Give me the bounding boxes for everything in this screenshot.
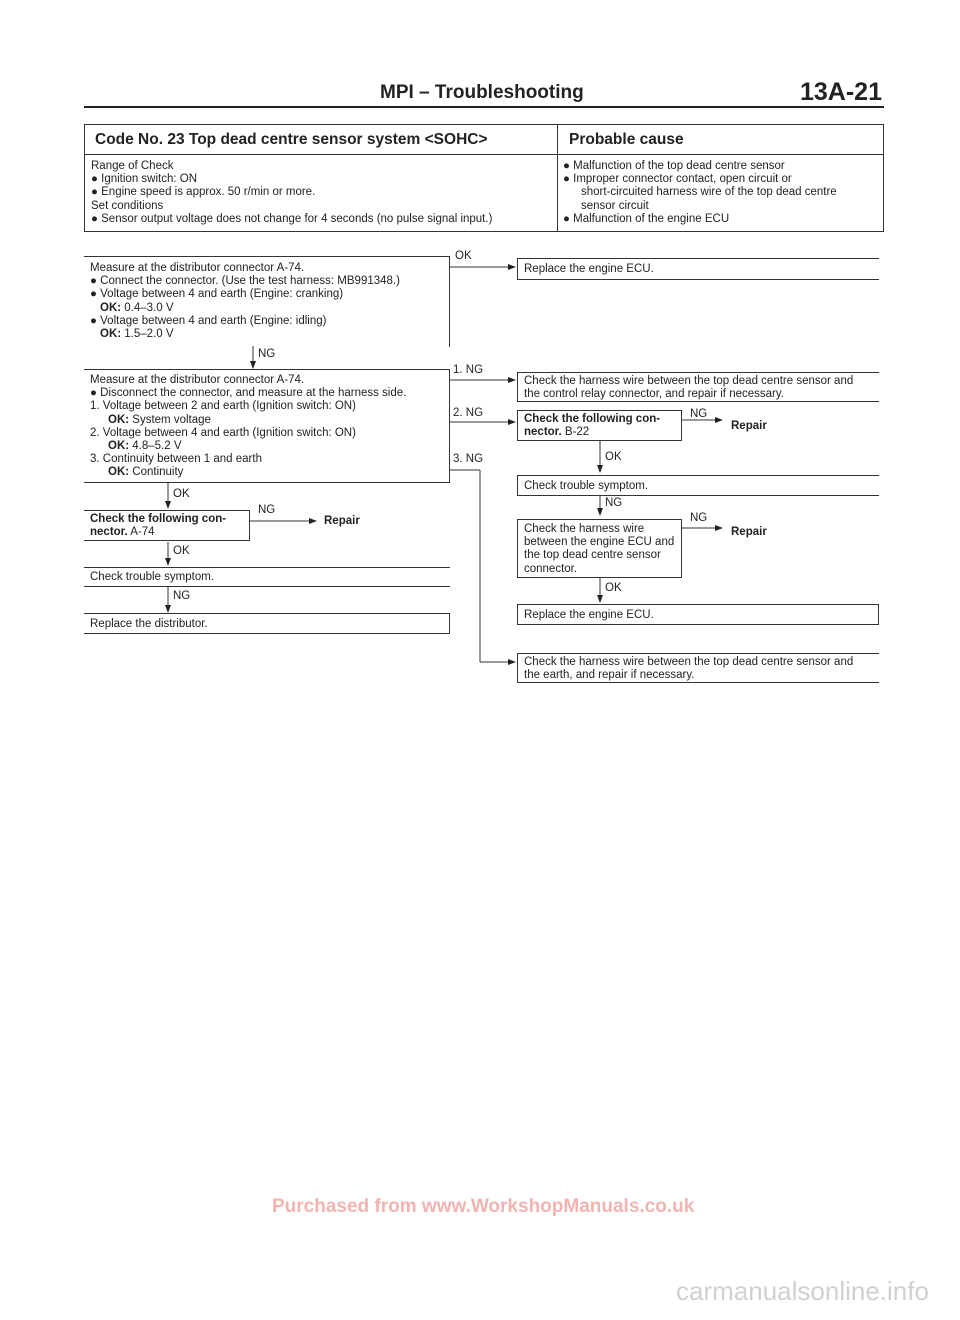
code-heading: Code No. 23 Top dead centre sensor system <SOHC> bbox=[95, 131, 488, 148]
right-check-symptom-box bbox=[517, 475, 879, 496]
range-line: ● Ignition switch: ON bbox=[91, 173, 198, 186]
harness-line: Check the harness wire bbox=[524, 523, 645, 535]
harness-line: connector. bbox=[524, 562, 578, 575]
step2-line: 1. Voltage between 2 and earth (Ignition switch: ON) bbox=[90, 400, 356, 413]
left-check-symptom-box bbox=[84, 567, 450, 587]
ok-value: 1.5–2.0 V bbox=[121, 328, 174, 341]
connector-check-ref bbox=[524, 426, 681, 439]
step2-line: 2. Voltage between 4 and earth (Ignition switch: ON) bbox=[90, 426, 356, 439]
branch2-ng-label: 2. NG bbox=[453, 407, 484, 419]
result-text: Check trouble symptom. bbox=[90, 571, 214, 583]
step1-ok2 bbox=[90, 328, 449, 341]
branch2-connector-box bbox=[517, 410, 682, 441]
page-title: MPI – Troubleshooting bbox=[380, 82, 584, 103]
ok-label: OK: bbox=[108, 413, 130, 426]
branch3-ng-label: 3. NG bbox=[453, 453, 484, 465]
cause-line: sensor circuit bbox=[581, 199, 649, 212]
ok-value: System voltage bbox=[129, 413, 211, 426]
ok-value: 0.4–3.0 V bbox=[121, 301, 174, 314]
right-ng-label: NG bbox=[605, 497, 623, 509]
left-repair: Repair bbox=[324, 515, 360, 527]
result-text: Check trouble symptom. bbox=[524, 480, 648, 492]
step1-ok-label: OK bbox=[455, 250, 472, 262]
step1-replace-ecu-box bbox=[517, 258, 879, 280]
ok-label: OK: bbox=[100, 301, 122, 314]
range-line: ● Engine speed is approx. 50 r/min or more. bbox=[91, 186, 316, 199]
ok-label: OK: bbox=[108, 440, 130, 453]
step1-line: ● Connect the connector. (Use the test harness: MB991348.) bbox=[90, 275, 400, 288]
step1-line: ● Voltage between 4 and earth (Engine: cranking) bbox=[90, 288, 344, 301]
result-text: Replace the engine ECU. bbox=[524, 609, 654, 621]
connector-id: A-74 bbox=[127, 526, 155, 539]
step2-measure-box bbox=[84, 369, 450, 483]
branch2-repair: Repair bbox=[731, 420, 767, 432]
site-watermark: carmanualsonline.info bbox=[676, 1276, 929, 1306]
left-connector-box bbox=[84, 510, 250, 541]
connector-word: nector. bbox=[90, 526, 128, 539]
cause-line: ● Malfunction of the engine ECU bbox=[563, 212, 730, 225]
result-line: Check the harness wire between the top dead centre sensor and bbox=[524, 656, 854, 668]
left-ok2-label: OK bbox=[173, 545, 190, 557]
section-code: 13A-21 bbox=[800, 78, 882, 106]
step1-line: Measure at the distributor connector A-74. bbox=[90, 262, 305, 274]
left-ng2-label: NG bbox=[173, 590, 191, 602]
branch2-ok-label: OK bbox=[605, 451, 622, 463]
right-harness-ng-label: NG bbox=[690, 512, 708, 524]
right-replace-ecu-box bbox=[517, 604, 879, 625]
right-ok-label: OK bbox=[605, 582, 622, 594]
right-final-harness-box bbox=[517, 653, 879, 683]
harness-line: between the engine ECU and bbox=[524, 536, 675, 549]
connector-id: B-22 bbox=[561, 426, 590, 439]
step2-line: ● Disconnect the connector, and measure at the harness side. bbox=[90, 387, 407, 400]
step1-line: ● Voltage between 4 and earth (Engine: idling) bbox=[90, 314, 327, 327]
connector-check-ref bbox=[90, 526, 249, 539]
ok-value: Continuity bbox=[129, 466, 184, 479]
result-text: Replace the engine ECU. bbox=[524, 263, 654, 275]
result-text: Replace the distributor. bbox=[90, 618, 208, 630]
branch1-harness-check-box bbox=[517, 372, 879, 402]
result-line: Check the harness wire between the top dead centre sensor and bbox=[524, 375, 854, 387]
left-ng-label: NG bbox=[258, 504, 276, 516]
step1-measure-box bbox=[84, 256, 450, 347]
left-ok-label: OK bbox=[173, 488, 190, 500]
step2-line: Measure at the distributor connector A-74. bbox=[90, 374, 305, 386]
harness-line: the top dead centre sensor bbox=[524, 549, 661, 562]
ok-label: OK: bbox=[100, 328, 122, 341]
range-line: Range of Check bbox=[91, 160, 174, 172]
branch2-ng2-label: NG bbox=[690, 408, 708, 420]
step2-ok1 bbox=[90, 414, 449, 427]
result-line: the control relay connector, and repair if necessary. bbox=[524, 388, 784, 401]
right-harness-check-box bbox=[517, 519, 682, 578]
connector-check-title: Check the following con- bbox=[524, 413, 661, 425]
connector-check-title: Check the following con- bbox=[90, 513, 227, 525]
ok-value: 4.8–5.2 V bbox=[129, 440, 182, 453]
purchase-watermark: Purchased from www.WorkshopManuals.co.uk bbox=[272, 1196, 695, 1217]
result-line: the earth, and repair if necessary. bbox=[524, 669, 695, 682]
range-line: Set conditions bbox=[91, 199, 164, 212]
branch1-ng-label: 1. NG bbox=[453, 364, 484, 376]
step2-ok2 bbox=[90, 440, 449, 453]
step1-ok1 bbox=[90, 302, 449, 315]
cause-line: ● Malfunction of the top dead centre sensor bbox=[563, 160, 785, 172]
cause-line: short-circuited harness wire of the top dead centre bbox=[581, 186, 837, 199]
cause-line: ● Improper connector contact, open circuit or bbox=[563, 173, 792, 186]
left-replace-distributor-box bbox=[84, 613, 450, 634]
connector-word: nector. bbox=[524, 426, 562, 439]
ok-label: OK: bbox=[108, 466, 130, 479]
range-line: ● Sensor output voltage does not change for 4 seconds (no pulse signal input.) bbox=[91, 212, 493, 225]
probable-cause-heading: Probable cause bbox=[569, 131, 684, 148]
step2-ok3 bbox=[90, 466, 449, 479]
step1-ng-label: NG bbox=[258, 348, 276, 360]
right-harness-repair: Repair bbox=[731, 526, 767, 538]
step2-line: 3. Continuity between 1 and earth bbox=[90, 453, 262, 466]
